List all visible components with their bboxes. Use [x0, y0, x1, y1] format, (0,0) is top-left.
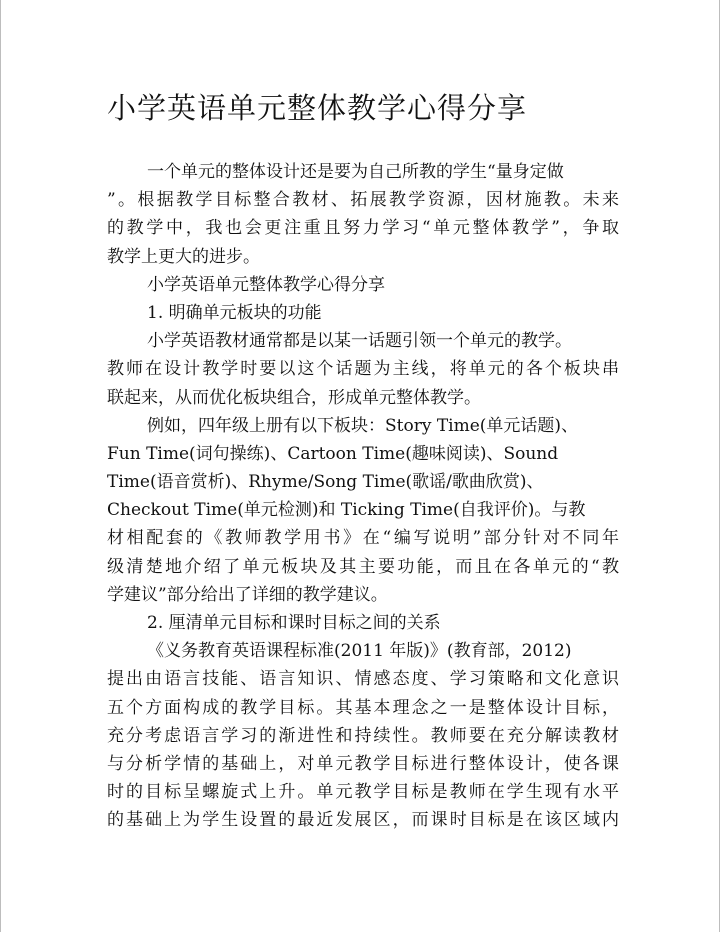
paragraph-line: 五个方面构成的教学目标。其基本理念之一是整体设计目标， [107, 697, 619, 718]
paragraph-line: 的基础上为学生设置的最近发展区，而课时目标是在该区域内 [107, 810, 619, 831]
paragraph-line: ”。根据教学目标整合教材、拓展教学资源，因材施教。未来 [107, 190, 619, 211]
paragraph-line: Time(语音赏析)、Rhyme/Song Time(歌谣/歌曲欣赏)、 [107, 472, 544, 493]
paragraph-line: 一个单元的整体设计还是要为自己所教的学生“量身定做 [147, 162, 564, 182]
paragraph-line: 时的目标呈螺旋式上升。单元教学目标是教师在学生现有水平 [107, 782, 619, 803]
paragraph-line: 的教学中，我也会更注重且努力学习“单元整体教学”，争取 [107, 218, 619, 239]
paragraph-line: 小学英语单元整体教学心得分享 [147, 274, 385, 295]
paragraph-line: 提出由语言技能、语言知识、情感态度、学习策略和文化意识 [107, 669, 619, 690]
paragraph-line: 小学英语教材通常都是以某一话题引领一个单元的教学。 [147, 331, 572, 352]
paragraph-line: 与分析学情的基础上，对单元教学目标进行整体设计，使各课 [107, 753, 619, 774]
paragraph-line: 例如，四年级上册有以下板块：Story Time(单元话题)、 [147, 415, 579, 436]
paragraph-line: 材相配套的《教师教学用书》在“编写说明”部分针对不同年 [107, 528, 619, 549]
paragraph-line: 《义务教育英语课程标准(2011 年版)》(教育部，2012) [147, 641, 572, 662]
paragraph-line: Fun Time(词句操练)、Cartoon Time(趣味阅读)、Sound [107, 443, 559, 464]
paragraph-line: 教师在设计教学时要以这个话题为主线，将单元的各个板块串 [107, 359, 619, 380]
paragraph-line: 教学上更大的进步。 [107, 246, 260, 267]
paragraph-line: Checkout Time(单元检测)和 Ticking Time(自我评价)。与教 [107, 500, 586, 521]
document-body [107, 158, 619, 835]
document-title: 小学英语单元整体教学心得分享 [107, 91, 528, 125]
section-heading: 2. 厘清单元目标和课时目标之间的关系 [147, 613, 441, 633]
paragraph-line: 级清楚地介绍了单元板块及其主要功能，而且在各单元的“教 [107, 556, 619, 577]
paragraph-line: 充分考虑语言学习的渐进性和持续性。教师要在充分解读教材 [107, 725, 619, 746]
section-heading: 1. 明确单元板块的功能 [147, 302, 322, 323]
paragraph-line: 学建议”部分给出了详细的教学建议。 [107, 584, 388, 605]
paragraph-line: 联起来，从而优化板块组合，形成单元整体教学。 [107, 387, 481, 408]
